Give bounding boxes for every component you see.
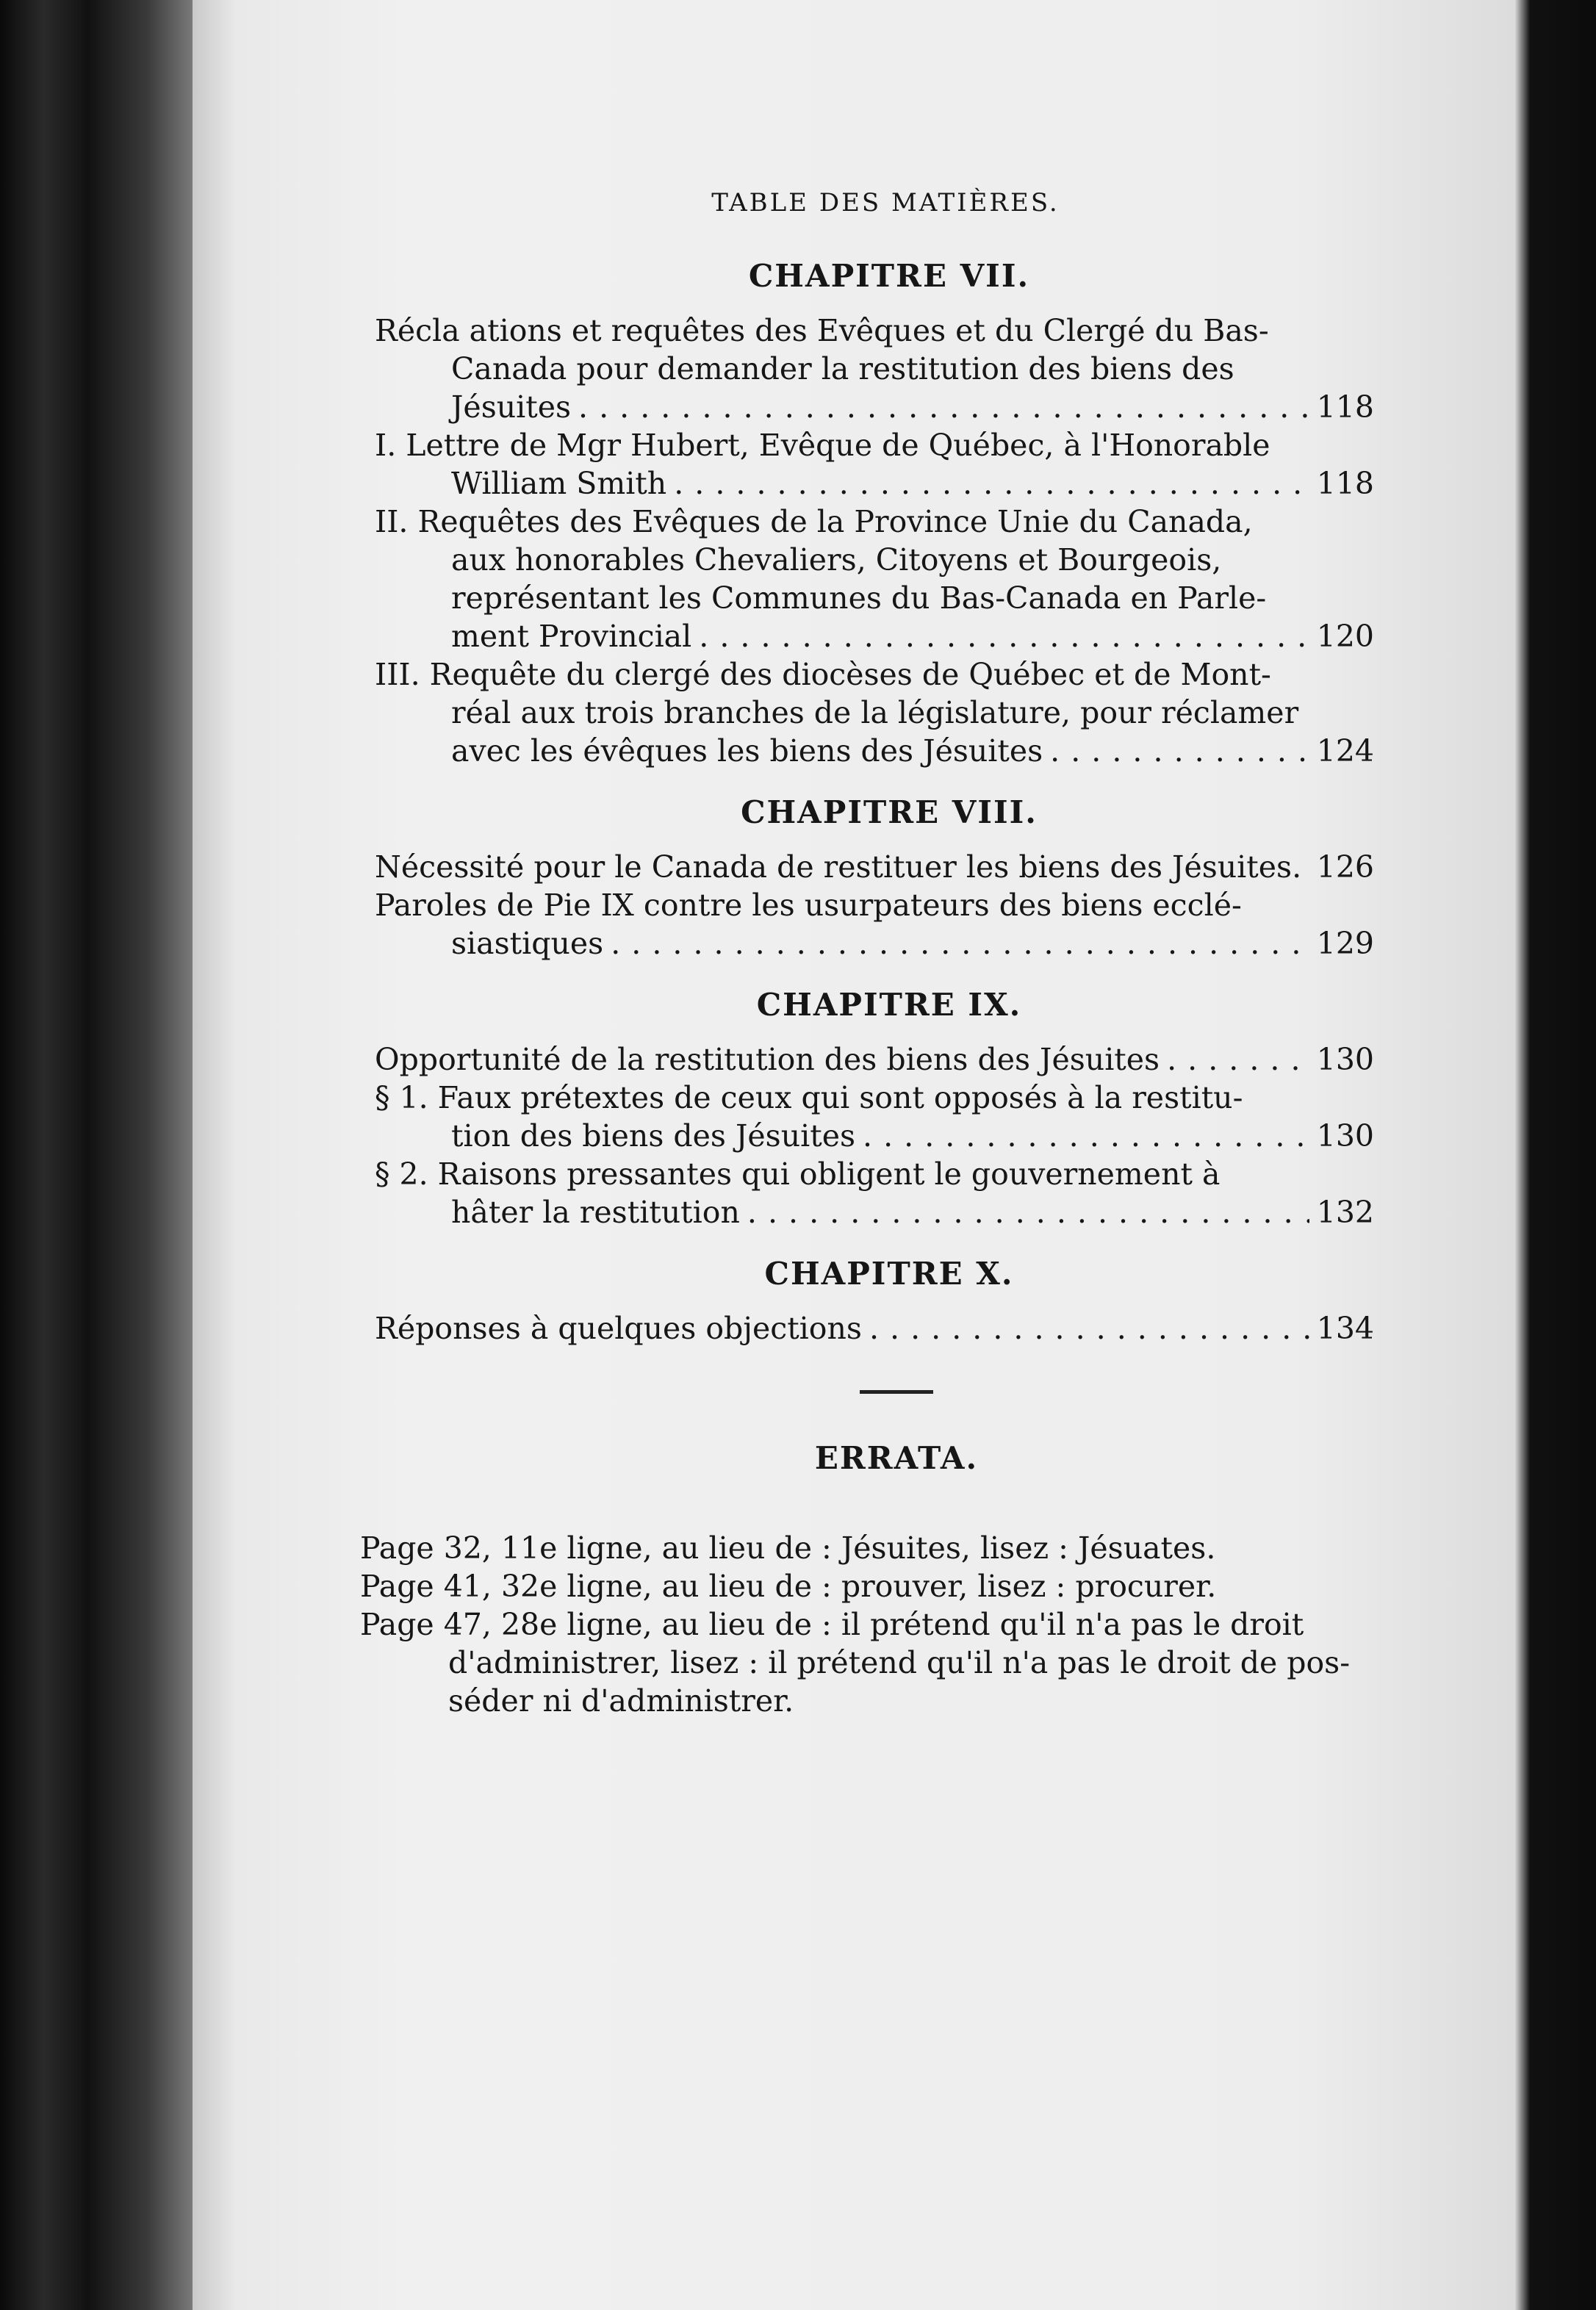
page-number: 126 [1316, 849, 1374, 885]
leader-dots [674, 464, 1309, 503]
page-content [360, 184, 1374, 1720]
chapter-title: CHAPITRE IX. [756, 987, 1022, 1023]
toc-entry [375, 503, 1374, 655]
toc-entry [375, 1040, 1374, 1079]
toc-line: § 2. Raisons pressantes qui obligent le gouvernement à [375, 1156, 1221, 1192]
leader-dots [747, 1193, 1309, 1231]
scan-border-left [0, 0, 198, 2310]
leader-dots [869, 1309, 1309, 1348]
toc-entry [375, 655, 1374, 770]
toc-line: Paroles de Pie IX contre les usurpateurs des biens ecclé- [375, 888, 1242, 923]
toc-line: William Smith . . . 118 [375, 464, 1374, 503]
page-number: 130 [1316, 1118, 1374, 1154]
toc-entry [375, 848, 1374, 886]
leader-dots [1167, 1040, 1309, 1079]
toc-line: II. Requêtes des Evêques de la Province Unie du Canada, [375, 504, 1253, 539]
errata-title: ERRATA. [814, 1440, 979, 1476]
toc-line: représentant les Communes du Bas-Canada en Parle- [451, 580, 1267, 616]
page-number: 118 [1316, 466, 1374, 501]
page-number: 129 [1316, 926, 1374, 961]
toc-line: avec les évêques les biens des Jésuites . . . 124 [375, 732, 1374, 770]
page-number: 132 [1316, 1195, 1374, 1230]
toc-line: Récla ations et requêtes des Evêques et du Clergé du Bas- [375, 313, 1269, 348]
toc-line: Jésuites . . . 118 [375, 388, 1374, 426]
toc-entry [375, 426, 1374, 503]
leader-dots [578, 388, 1309, 426]
toc-line: Réponses à quelques objections . . . 134 [375, 1309, 1374, 1348]
toc-line: tion des biens des Jésuites . . . 130 [375, 1117, 1374, 1155]
scan-border-right [1515, 0, 1596, 2310]
running-head: TABLE DES MATIÈRES. [711, 188, 1060, 217]
errata-line: d'administrer, lisez : il prétend qu'il n'a pas le droit de pos- [448, 1645, 1351, 1680]
chapter-title: CHAPITRE VIII. [741, 794, 1038, 830]
toc-line: Opportunité de la restitution des biens des Jésuites . . . 130 [375, 1040, 1374, 1079]
leader-dots [1050, 732, 1309, 770]
toc-line: § 1. Faux prétextes de ceux qui sont opposés à la restitu- [375, 1080, 1243, 1115]
toc-entry [375, 1155, 1374, 1231]
chapter-title: CHAPITRE VII. [748, 258, 1030, 294]
page-number: 134 [1316, 1311, 1374, 1346]
leader-dots [863, 1117, 1309, 1155]
page-number: 118 [1316, 389, 1374, 425]
toc-line: Canada pour demander la restitution des biens des [451, 351, 1234, 386]
toc-line: ment Provincial . . . 120 [375, 617, 1374, 655]
toc-entry [375, 312, 1374, 426]
errata-line: séder ni d'administrer. [448, 1683, 794, 1719]
toc-line: Nécessité pour le Canada de restituer les biens des Jésuites. 126 [375, 849, 1374, 885]
toc-entry [375, 886, 1374, 962]
chapter-title: CHAPITRE X. [764, 1256, 1014, 1292]
toc-line: III. Requête du clergé des diocèses de Québec et de Mont- [375, 657, 1271, 692]
errata-line: Page 47, 28e ligne, au lieu de : il prétend qu'il n'a pas le droit [360, 1607, 1304, 1642]
page-number: 124 [1316, 733, 1374, 769]
toc-line: aux honorables Chevaliers, Citoyens et Bourgeois, [451, 542, 1222, 578]
errata-line: Page 41, 32e ligne, au lieu de : prouver, lisez : procurer. [360, 1569, 1217, 1604]
errata-line: Page 32, 11e ligne, au lieu de : Jésuites, lisez : Jésuates. [360, 1530, 1216, 1566]
toc-entry [375, 1309, 1374, 1348]
errata-list [360, 1529, 1381, 1720]
page-number: 120 [1316, 619, 1374, 654]
toc-entry [375, 1079, 1374, 1155]
toc-line: I. Lettre de Mgr Hubert, Evêque de Québec, à l'Honorable [375, 428, 1270, 463]
toc-line: réal aux trois branches de la législature, pour réclamer [451, 695, 1299, 730]
leader-dots [699, 617, 1309, 655]
separator-rule [860, 1390, 933, 1394]
page-number: 130 [1316, 1042, 1374, 1077]
toc-line: siastiques . . . 129 [375, 924, 1374, 962]
leader-dots [611, 924, 1309, 962]
toc-line: hâter la restitution . . . 132 [375, 1193, 1374, 1231]
